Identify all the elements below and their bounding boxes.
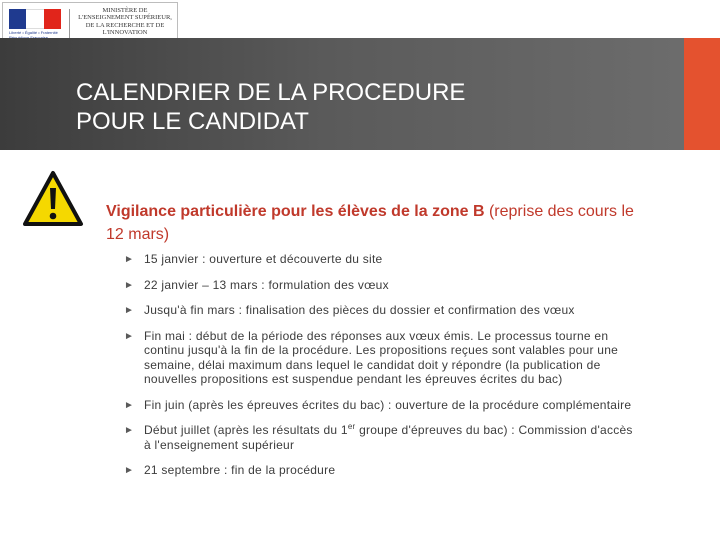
vigilance-note <box>106 200 646 246</box>
page-title <box>76 78 616 136</box>
list-item-text <box>144 423 633 452</box>
list-item-text: 15 janvier : ouverture et découverte du site <box>144 252 383 266</box>
bullet-arrow-icon: ► <box>124 305 135 316</box>
item6-after: groupe d'épreuves du bac) : Commission d'accès à l'enseignement supérieur <box>144 423 633 452</box>
french-flag-icon <box>9 9 61 29</box>
title-line-2: POUR LE CANDIDAT <box>76 108 309 135</box>
list-item <box>124 303 634 318</box>
bullet-arrow-icon: ► <box>124 279 135 291</box>
list-item <box>124 329 634 387</box>
item6-before: Début juillet (après les résultats du 1 <box>144 423 348 437</box>
bullet-arrow-icon: ► <box>124 425 135 436</box>
bullet-arrow-icon: ► <box>124 399 135 411</box>
list-item <box>124 398 634 413</box>
vigilance-detail: (reprise des cours le 12 mars) <box>106 203 634 243</box>
list-item-text: Jusqu'à fin mars : finalisation des pièces du dossier et confirmation des vœux <box>144 303 575 317</box>
item6-sup: er <box>347 422 356 431</box>
logo-motto: Liberté • Égalité • Fraternité <box>9 30 58 35</box>
list-item <box>124 252 634 267</box>
list-item <box>124 423 634 452</box>
bullet-arrow-icon: ► <box>124 330 135 342</box>
logo-divider <box>69 9 70 41</box>
warning-exclamation-icon <box>22 170 84 228</box>
title-banner <box>0 38 720 150</box>
list-item-text: 22 janvier – 13 mars : formulation des vœux <box>144 277 389 292</box>
bullet-arrow-icon: ► <box>124 465 135 476</box>
list-item <box>124 463 634 478</box>
accent-bar <box>684 38 720 150</box>
list-item-text: 21 septembre : fin de la procédure <box>144 463 336 477</box>
list-item-text: Fin juin (après les épreuves écrites du bac) : ouverture de la procédure complémentaire <box>144 397 632 412</box>
list-item <box>124 278 634 293</box>
list-item-text: Fin mai : début de la période des réponses aux vœux émis. Le processus tourne en continu jusqu'à la fin de la procédure. Les propositions reçues sont valables pour une semaine, délai maximum dans lequel le candidat doit y répondre (la publication de nouvelles propositions est suspendue pendant les épreuves écrites du bac) <box>144 328 619 386</box>
vigilance-bold: Vigilance particulière pour les élèves de la zone B <box>106 203 485 220</box>
calendar-list <box>124 252 634 489</box>
title-line-1: CALENDRIER DE LA PROCEDURE <box>76 79 466 106</box>
ministry-name: MINISTÈRE DE L'ENSEIGNEMENT SUPÉRIEUR, DE LA RECHERCHE ET DE L'INNOVATION <box>78 7 172 37</box>
bullet-arrow-icon: ► <box>124 254 135 265</box>
